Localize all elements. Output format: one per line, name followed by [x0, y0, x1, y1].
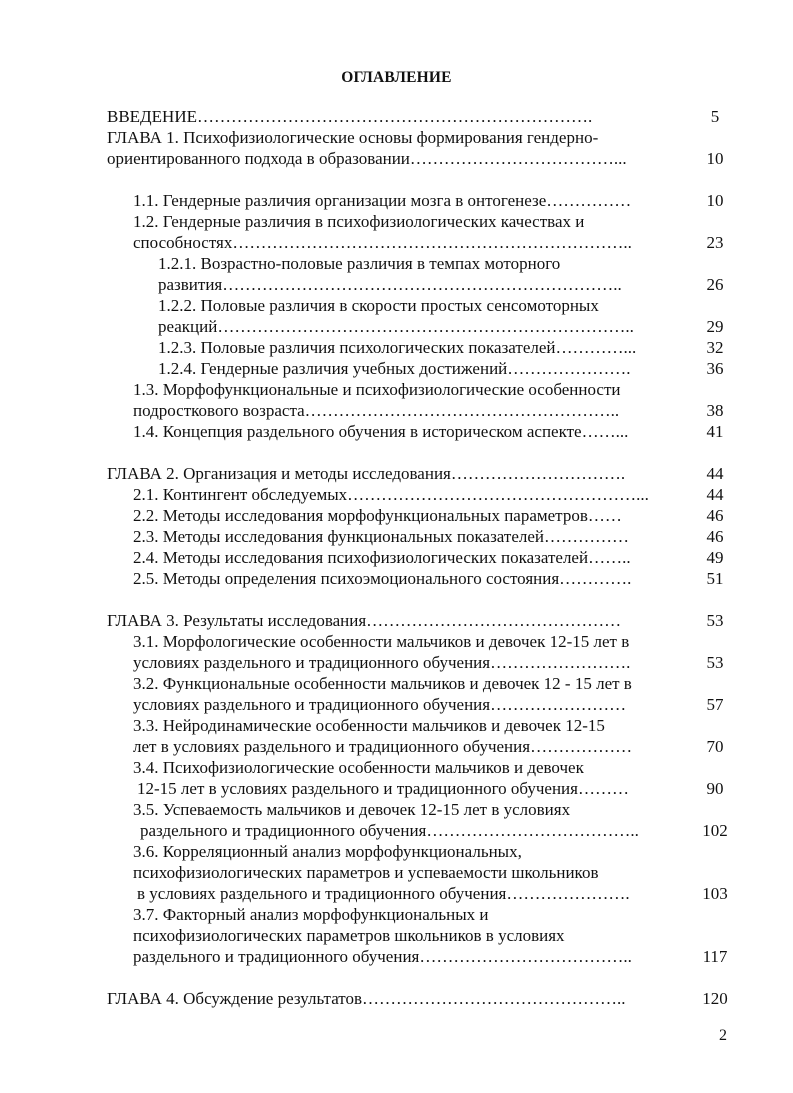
toc-entry-1-3-page: 38: [706, 401, 724, 420]
toc-entry-3-3-line-2: лет в условиях раздельного и традиционного обучения………………: [133, 737, 633, 756]
toc-entry-3-4-line-2: 12-15 лет в условиях раздельного и традиционного обучения………: [137, 779, 629, 798]
toc-entry-3-4-line-1: 3.4. Психофизиологические особенности мальчиков и девочек: [133, 758, 584, 777]
toc-entry-3-5-line-1: 3.5. Успеваемость мальчиков и девочек 12-15 лет в условиях: [133, 800, 571, 819]
toc-entry-chapter-2-page: 44: [706, 464, 724, 483]
toc-entry-3-2-page: 57: [706, 695, 724, 714]
toc-entry-3-4-page: 90: [706, 779, 724, 798]
toc-entry-3-2-line-2: условиях раздельного и традиционного обучения……………………: [133, 695, 627, 714]
toc-entry-1-1-line-1: 1.1. Гендерные различия организации мозга в онтогенезе……………: [133, 191, 632, 210]
toc-entry-1-2-3-line-1: 1.2.3. Половые различия психологических показателей…………...: [158, 338, 637, 357]
toc-entry-chapter-3-line-1: ГЛАВА 3. Результаты исследования………………………………………: [107, 611, 622, 630]
toc-entry-1-2-3-page: 32: [706, 338, 724, 357]
toc-entry-1-2-page: 23: [706, 233, 724, 252]
toc-entry-3-3-line-1: 3.3. Нейродинамические особенности мальчиков и девочек 12-15: [133, 716, 605, 735]
toc-entry-1-2-2-line-2: реакций………………………………………………………………..: [158, 317, 634, 336]
toc-entry-chapter-4-page: 120: [702, 989, 728, 1008]
toc-entry-2-3-page: 46: [706, 527, 724, 546]
toc-entry-2-1-page: 44: [706, 485, 724, 504]
toc-entry-intro-line-1: ВВЕДЕНИЕ…………………………………………………………….: [107, 107, 593, 126]
toc-entry-1-2-4-line-1: 1.2.4. Гендерные различия учебных достижений………………….: [158, 359, 631, 378]
toc-entry-3-5-line-2: раздельного и традиционного обучения………………………………..: [140, 821, 639, 840]
toc-entry-3-1-page: 53: [706, 653, 724, 672]
toc-entry-2-2-line-1: 2.2. Методы исследования морфофункциональных параметров……: [133, 506, 622, 525]
toc-entry-1-1-page: 10: [706, 191, 724, 210]
toc-entry-intro-page: 5: [710, 107, 720, 126]
page-title: ОГЛАВЛЕНИЕ: [341, 69, 452, 86]
toc-entry-1-2-1-line-1: 1.2.1. Возрастно-половые различия в темпах моторного: [158, 254, 561, 273]
toc-entry-1-2-line-2: способностях……………………………………………………………..: [133, 233, 632, 252]
toc-entry-chapter-2-line-1: ГЛАВА 2. Организация и методы исследования………………………….: [107, 464, 626, 483]
toc-entry-chapter-1-line-1: ГЛАВА 1. Психофизиологические основы формирования гендерно-: [107, 128, 599, 147]
toc-entry-3-3-page: 70: [706, 737, 724, 756]
toc-entry-1-2-1-page: 26: [706, 275, 724, 294]
toc-entry-2-5-line-1: 2.5. Методы определения психоэмоционального состояния………….: [133, 569, 632, 588]
toc-entry-chapter-1-page: 10: [706, 149, 724, 168]
toc-entry-1-4-page: 41: [706, 422, 724, 441]
toc-entry-3-6-line-2: психофизиологических параметров и успеваемости школьников: [133, 863, 599, 882]
toc-entry-1-3-line-2: подросткового возраста………………………………………………..: [133, 401, 620, 420]
toc-entry-3-7-line-2: психофизиологических параметров школьников в условиях: [133, 926, 565, 945]
toc-entry-2-4-page: 49: [706, 548, 724, 567]
toc-entry-2-1-line-1: 2.1. Контингент обследуемых……………………………………………...: [133, 485, 649, 504]
toc-entry-2-2-page: 46: [706, 506, 724, 525]
toc-entry-chapter-3-page: 53: [706, 611, 724, 630]
toc-entry-2-3-line-1: 2.3. Методы исследования функциональных показателей……………: [133, 527, 629, 546]
toc-entry-1-2-line-1: 1.2. Гендерные различия в психофизиологических качествах и: [133, 212, 585, 231]
toc-entry-2-4-line-1: 2.4. Методы исследования психофизиологических показателей……..: [133, 548, 631, 567]
toc-entry-1-2-4-page: 36: [706, 359, 724, 378]
toc-entry-1-3-line-1: 1.3. Морфофункциональные и психофизиологические особенности: [133, 380, 621, 399]
toc-entry-3-7-page: 117: [702, 947, 728, 966]
toc-entry-1-2-1-line-2: развития……………………………………………………………..: [158, 275, 622, 294]
toc-entry-3-5-page: 102: [702, 821, 728, 840]
toc-entry-3-6-line-1: 3.6. Корреляционный анализ морфофункциональных,: [133, 842, 522, 861]
toc-entry-3-1-line-1: 3.1. Морфологические особенности мальчиков и девочек 12-15 лет в: [133, 632, 630, 651]
toc-entry-3-1-line-2: условиях раздельного и традиционного обучения…………………….: [133, 653, 631, 672]
toc-entry-chapter-1-line-2: ориентированного подхода в образовании………………………………...: [107, 149, 627, 168]
toc-entry-3-6-line-3: в условиях раздельного и традиционного обучения………………….: [137, 884, 630, 903]
toc-entry-1-2-2-line-1: 1.2.2. Половые различия в скорости простых сенсомоторных: [158, 296, 599, 315]
toc-entry-chapter-4-line-1: ГЛАВА 4. Обсуждение результатов………………………………………..: [107, 989, 626, 1008]
toc-entry-3-6-page: 103: [702, 884, 728, 903]
toc-entry-3-7-line-3: раздельного и традиционного обучения………………………………..: [133, 947, 632, 966]
toc-entry-3-7-line-1: 3.7. Факторный анализ морфофункциональных и: [133, 905, 489, 924]
toc-entry-1-2-2-page: 29: [706, 317, 724, 336]
toc-entry-3-2-line-1: 3.2. Функциональные особенности мальчиков и девочек 12 - 15 лет в: [133, 674, 632, 693]
toc-entry-2-5-page: 51: [706, 569, 724, 588]
page-number: 2: [719, 1027, 727, 1044]
toc-entry-1-4-line-1: 1.4. Концепция раздельного обучения в историческом аспекте……...: [133, 422, 629, 441]
